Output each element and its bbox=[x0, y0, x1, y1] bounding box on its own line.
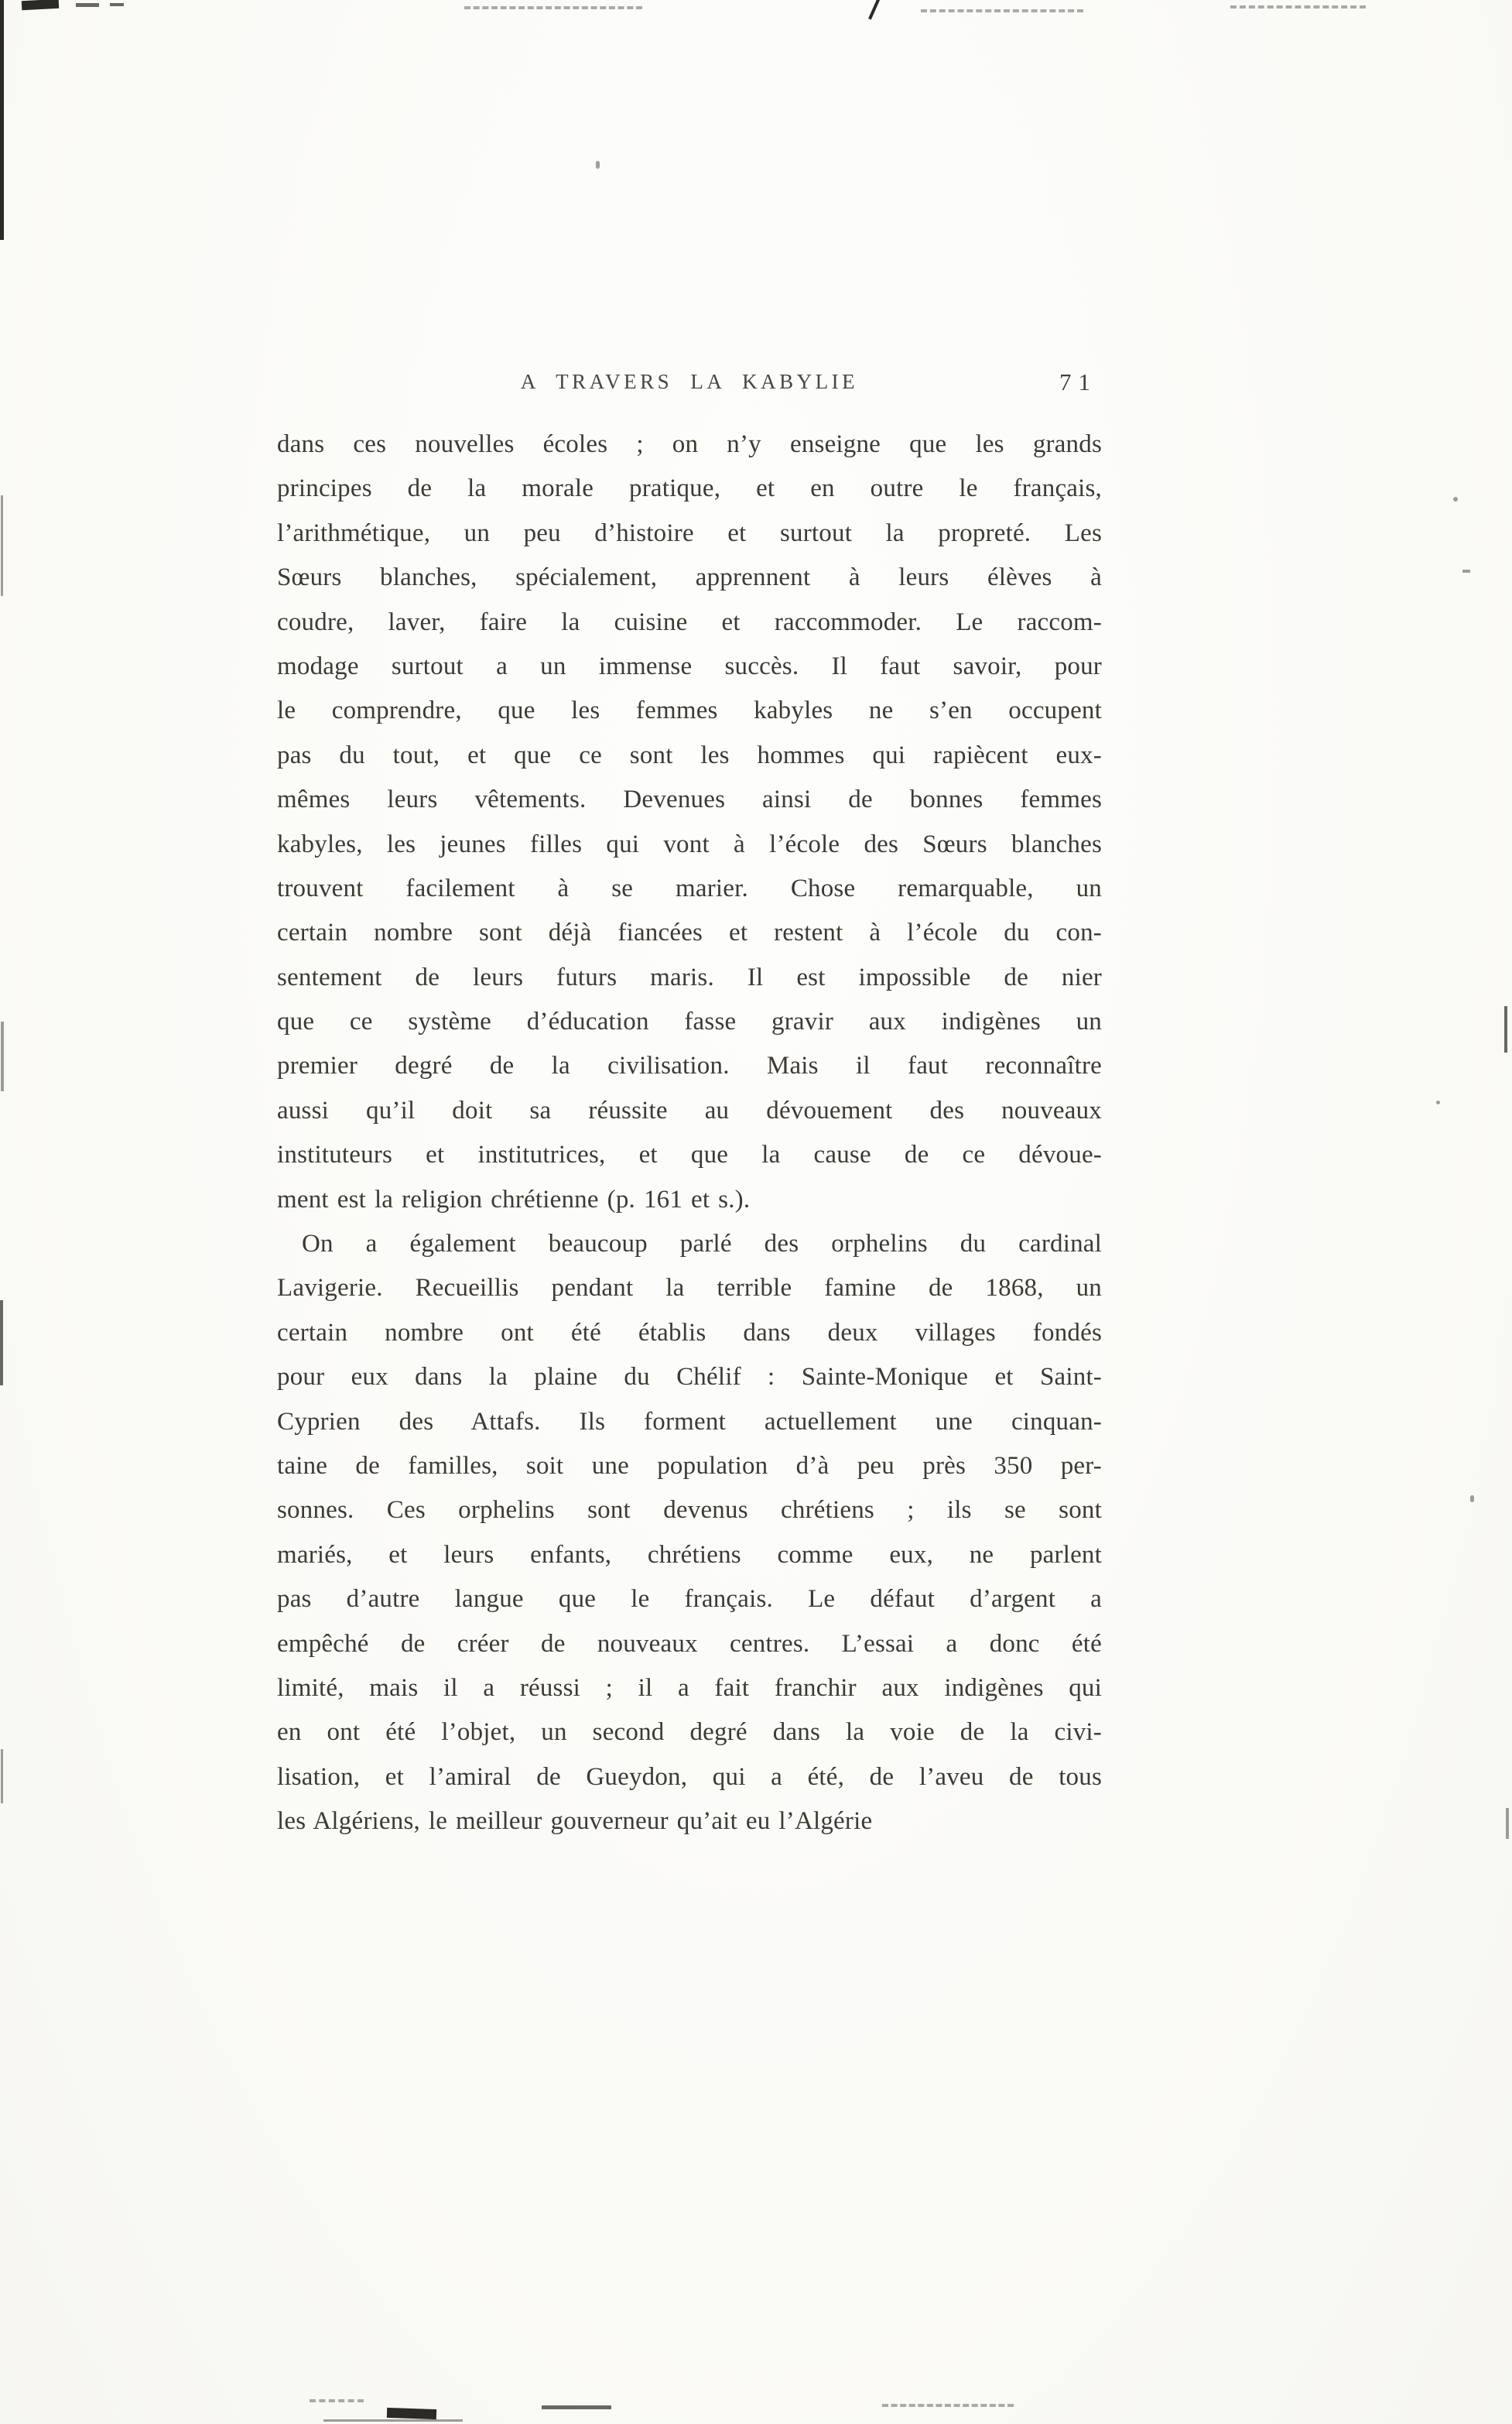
scan-artifact bbox=[1230, 5, 1366, 9]
scan-artifact bbox=[323, 2419, 463, 2422]
text-line: certain nombre ont été établis dans deux villages fondés bbox=[277, 1318, 1102, 1347]
scan-artifact bbox=[76, 3, 99, 7]
scan-artifact bbox=[882, 2404, 1014, 2407]
scan-artifact bbox=[1, 495, 3, 596]
scan-artifact bbox=[1504, 1006, 1507, 1053]
scan-artifact bbox=[110, 3, 124, 6]
scan-artifact bbox=[22, 0, 60, 10]
scan-artifact bbox=[1, 1749, 3, 1803]
text-line: lisation, et l’amiral de Gueydon, qui a été, de l’aveu de tous bbox=[277, 1762, 1102, 1791]
text-line: taine de familles, soit une population d’à peu près 350 per- bbox=[277, 1451, 1102, 1480]
scan-artifact bbox=[542, 2405, 611, 2409]
text-line: pour eux dans la plaine du Chélif : Sainte-Monique et Saint- bbox=[277, 1363, 1102, 1392]
text-line: sentement de leurs futurs maris. Il est impossible de nier bbox=[277, 963, 1102, 991]
text-line: limité, mais il a réussi ; il a fait franchir aux indigènes qui bbox=[277, 1673, 1102, 1702]
text-line: mêmes leurs vêtements. Devenues ainsi de bonnes femmes bbox=[277, 786, 1102, 814]
page-body bbox=[277, 423, 1102, 1844]
text-line: dans ces nouvelles écoles ; on n’y enseigne que les grands bbox=[277, 430, 1102, 458]
text-line: certain nombre sont déjà fiancées et restent à l’école du con- bbox=[277, 919, 1102, 947]
text-line: le comprendre, que les femmes kabyles ne s’en occupent bbox=[277, 697, 1102, 725]
text-line: que ce système d’éducation fasse gravir aux indigènes un bbox=[277, 1008, 1102, 1036]
text-line: Lavigerie. Recueillis pendant la terrible famine de 1868, un bbox=[277, 1274, 1102, 1303]
text-line: coudre, laver, faire la cuisine et raccommoder. Le raccom- bbox=[277, 608, 1102, 636]
text-line: sonnes. Ces orphelins sont devenus chrétiens ; ils se sont bbox=[277, 1496, 1102, 1525]
text-line: pas d’autre langue que le français. Le défaut d’argent a bbox=[277, 1585, 1102, 1614]
text-line: modage surtout a un immense succès. Il faut savoir, pour bbox=[277, 652, 1102, 680]
scan-artifact bbox=[387, 2408, 436, 2419]
text-line: en ont été l’objet, un second degré dans la voie de la civi- bbox=[277, 1718, 1102, 1747]
scan-artifact bbox=[0, 0, 4, 240]
scan-artifact bbox=[464, 6, 642, 9]
text-line: ment est la religion chrétienne (p. 161 et s.). bbox=[277, 1185, 751, 1214]
running-head bbox=[277, 370, 1102, 396]
text-block bbox=[277, 370, 1102, 1844]
text-line: premier degré de la civilisation. Mais il faut reconnaître bbox=[277, 1052, 1102, 1080]
text-line: Sœurs blanches, spécialement, apprennent à leurs élèves à bbox=[277, 563, 1102, 592]
paragraph bbox=[277, 423, 1102, 1222]
paragraph bbox=[277, 1222, 1102, 1844]
text-line: mariés, et leurs enfants, chrétiens comme eux, ne parlent bbox=[277, 1540, 1102, 1569]
scan-artifact bbox=[1436, 1101, 1440, 1104]
text-line: l’arithmétique, un peu d’histoire et surtout la propreté. Les bbox=[277, 519, 1102, 547]
scan-artifact bbox=[0, 1300, 3, 1385]
text-line: instituteurs et institutrices, et que la cause de ce dévoue- bbox=[277, 1141, 1102, 1169]
scan-artifact bbox=[1462, 570, 1470, 573]
scan-artifact bbox=[1506, 1808, 1509, 1839]
text-line: On a également beaucoup parlé des orphelins du cardinal bbox=[302, 1230, 1102, 1258]
scan-artifact bbox=[310, 2399, 364, 2402]
text-line: les Algériens, le meilleur gouverneur qu’ait eu l’Algérie bbox=[277, 1807, 873, 1836]
running-head-title: A TRAVERS LA KABYLIE bbox=[520, 370, 859, 393]
scan-artifact bbox=[1, 1022, 4, 1091]
scan-artifact bbox=[921, 9, 1083, 12]
text-line: trouvent facilement à se marier. Chose remarquable, un bbox=[277, 874, 1102, 902]
scan-artifact bbox=[1453, 497, 1458, 502]
text-line: empêché de créer de nouveaux centres. L’essai a donc été bbox=[277, 1629, 1102, 1658]
scan-artifact bbox=[596, 161, 600, 169]
text-line: principes de la morale pratique, et en outre le français, bbox=[277, 474, 1102, 503]
text-line: Cyprien des Attafs. Ils forment actuellement une cinquan- bbox=[277, 1407, 1102, 1436]
text-line: aussi qu’il doit sa réussite au dévouement des nouveaux bbox=[277, 1096, 1102, 1125]
scan-artifact bbox=[868, 0, 881, 20]
text-line: kabyles, les jeunes filles qui vont à l’école des Sœurs blanches bbox=[277, 830, 1102, 858]
text-line: pas du tout, et que ce sont les hommes qui rapiècent eux- bbox=[277, 741, 1102, 769]
scan-artifact bbox=[1470, 1495, 1474, 1502]
page-number: 71 bbox=[1059, 368, 1097, 395]
